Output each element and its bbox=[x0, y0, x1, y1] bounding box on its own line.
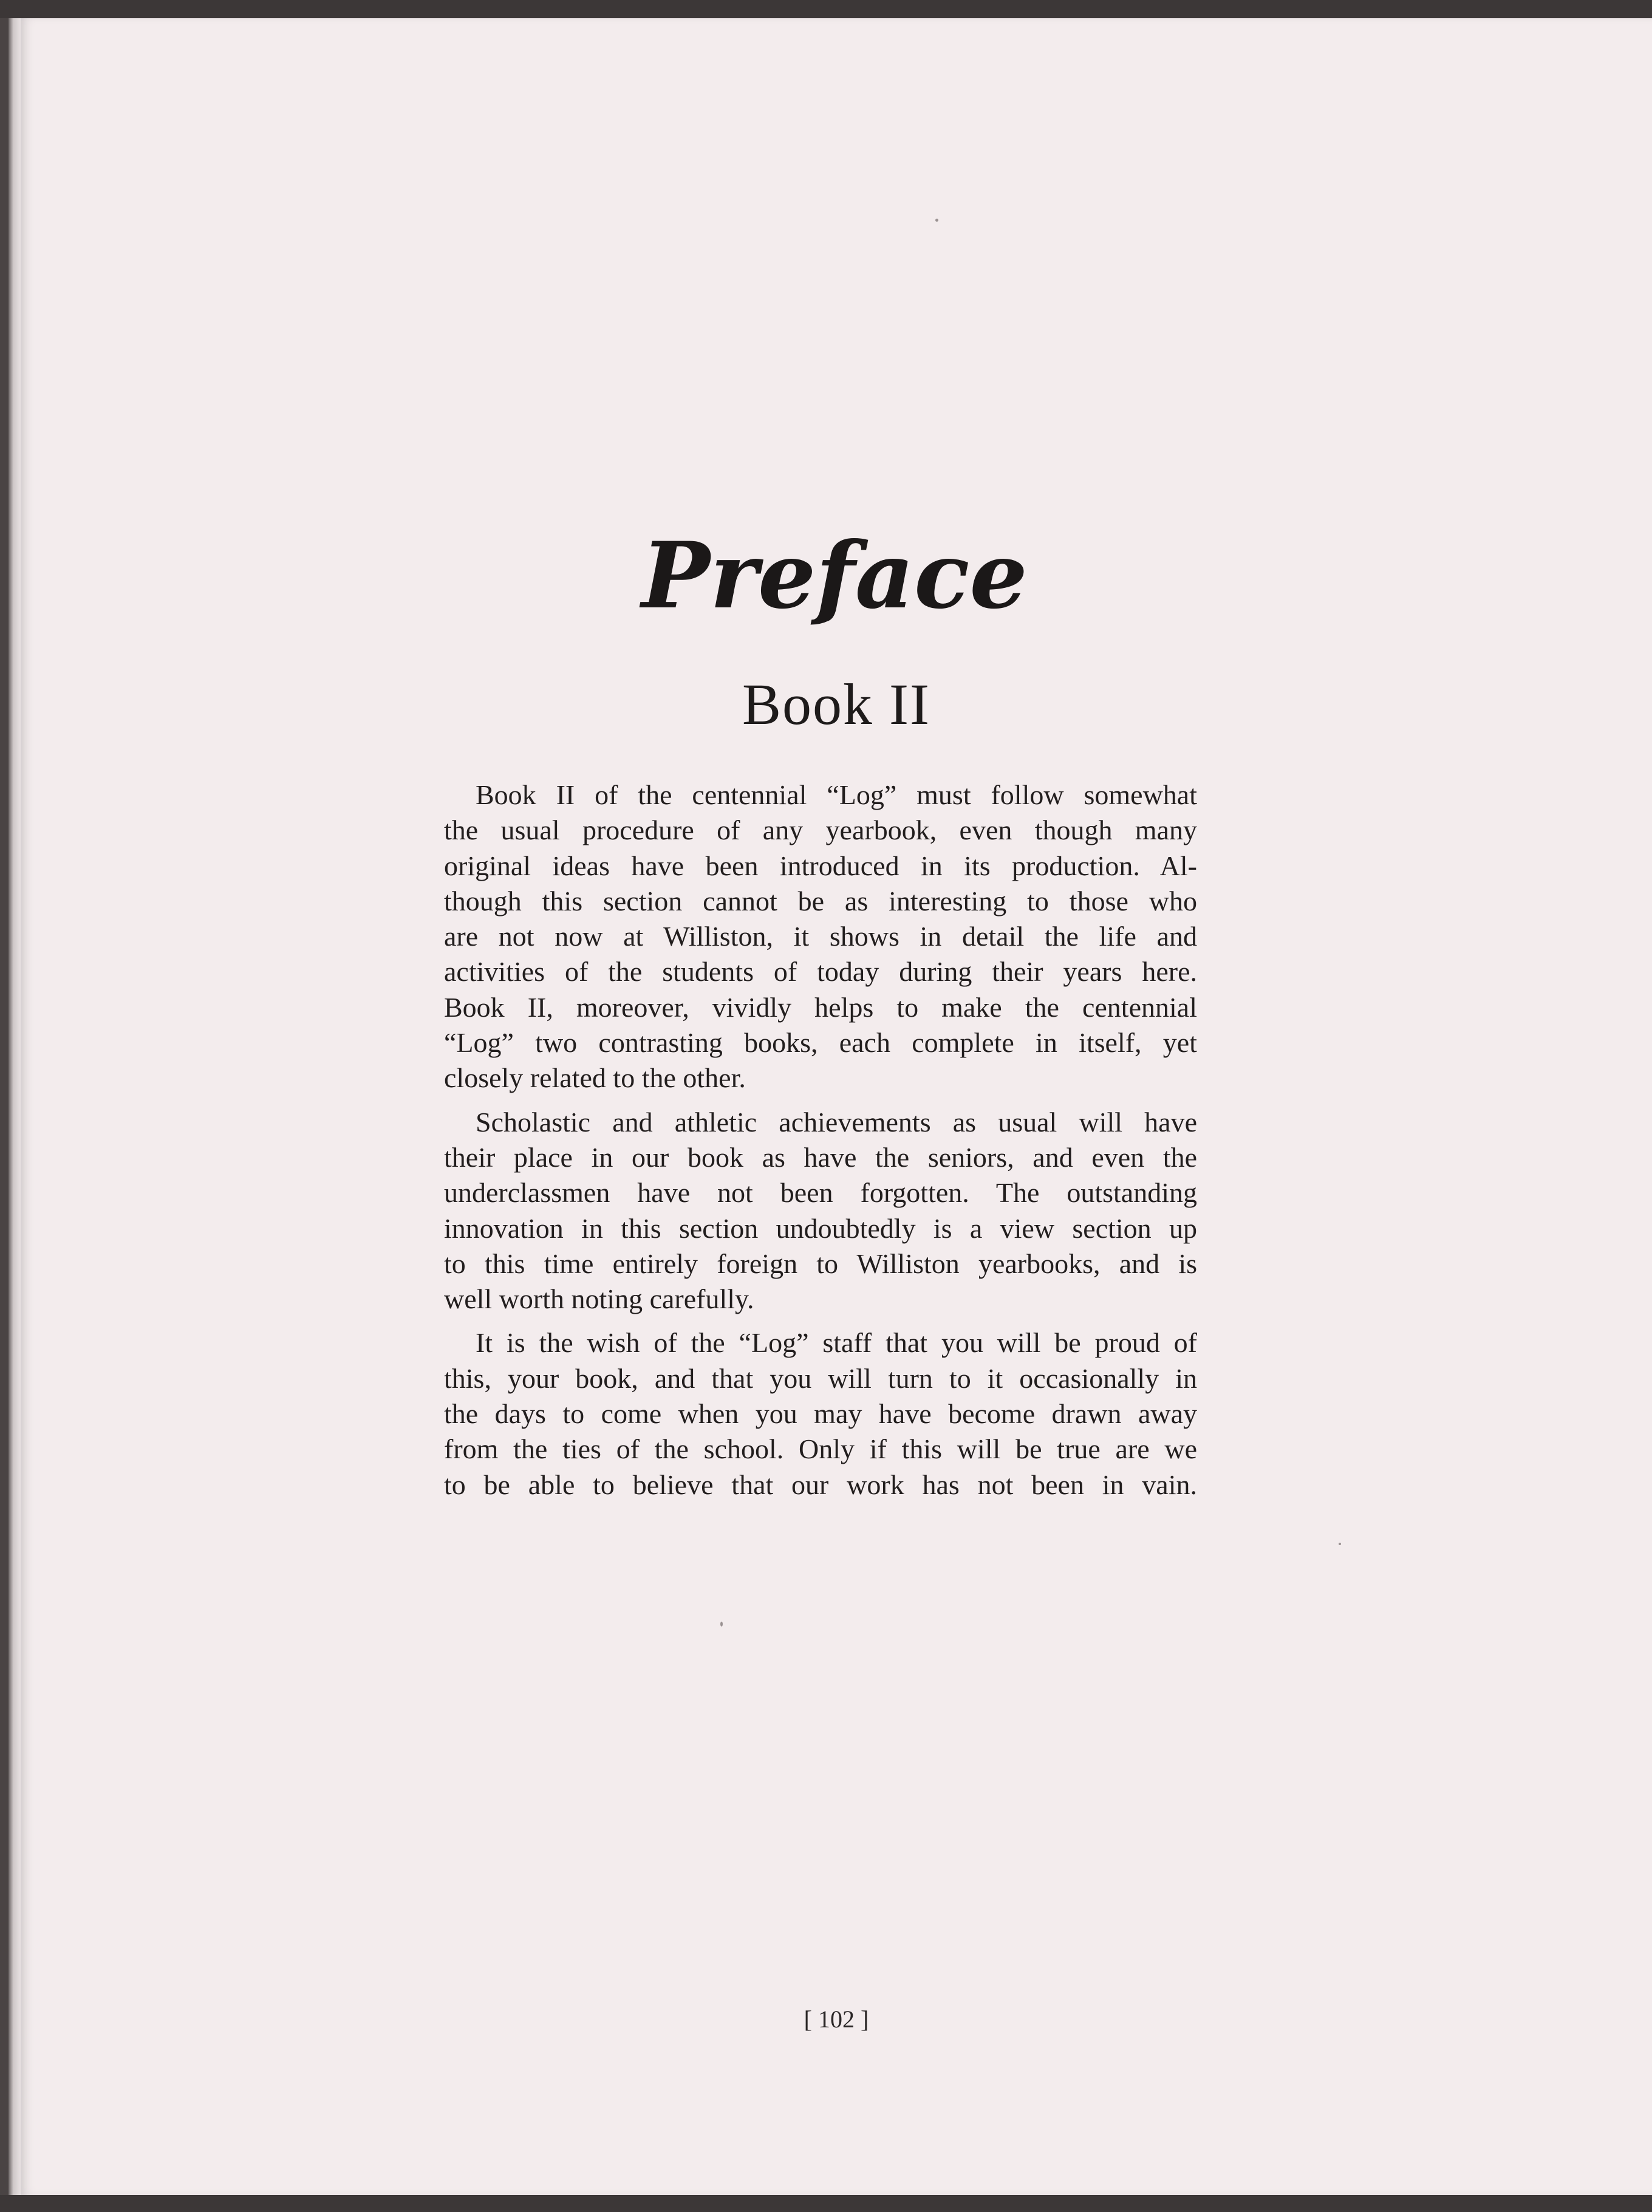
page-edge bbox=[9, 18, 21, 2195]
text-line: are not now at Williston, it shows in detail the life and bbox=[444, 921, 1197, 952]
text-line: innovation in this section undoubtedly is a view section up bbox=[444, 1212, 1197, 1244]
script-title-svg bbox=[641, 522, 1028, 644]
paper-speck bbox=[1339, 1543, 1341, 1545]
paragraph-3 bbox=[444, 1325, 1197, 1502]
document-page bbox=[21, 18, 1652, 2195]
script-title-text: Preface bbox=[641, 522, 1028, 629]
text-line: this, your book, and that you will turn to it occasionally in bbox=[444, 1362, 1197, 1394]
text-line: closely related to the other. bbox=[444, 1062, 746, 1094]
paper-speck bbox=[720, 1622, 723, 1627]
text-line: to be able to believe that our work has not been in vain. bbox=[444, 1469, 1197, 1500]
page-number: [ 102 ] bbox=[804, 2005, 869, 2033]
paragraph-1 bbox=[444, 777, 1197, 1096]
scan-border-bottom bbox=[0, 2195, 1652, 2212]
text-line: “Log” two contrasting books, each complete in itself, yet bbox=[444, 1027, 1197, 1059]
paragraph-2 bbox=[444, 1105, 1197, 1317]
text-line: from the ties of the school. Only if this will be true are we bbox=[444, 1433, 1197, 1465]
text-line: It is the wish of the “Log” staff that you will be proud of bbox=[476, 1327, 1197, 1359]
paper-speck bbox=[935, 219, 938, 222]
page-heading: Book II bbox=[742, 672, 930, 737]
text-line: the usual procedure of any yearbook, even though many bbox=[444, 814, 1197, 846]
text-line: well worth noting carefully. bbox=[444, 1283, 754, 1315]
text-line: Book II of the centennial “Log” must follow somewhat bbox=[476, 779, 1197, 810]
text-line: original ideas have been introduced in its production. Al‑ bbox=[444, 850, 1197, 881]
text-line: Book II, moreover, vividly helps to make the centennial bbox=[444, 991, 1197, 1023]
text-line: the days to come when you may have become drawn away bbox=[444, 1398, 1197, 1430]
text-line: their place in our book as have the seniors, and even the bbox=[444, 1141, 1197, 1173]
text-line: underclassmen have not been forgotten. The outstanding bbox=[444, 1177, 1197, 1209]
text-line: Scholastic and athletic achievements as usual will have bbox=[476, 1106, 1197, 1138]
body-text bbox=[444, 777, 1197, 1511]
text-line: though this section cannot be as interesting to those who bbox=[444, 885, 1197, 917]
scan-border-top bbox=[0, 0, 1652, 18]
script-title-preface bbox=[641, 522, 1028, 644]
text-line: to this time entirely foreign to Williston yearbooks, and is bbox=[444, 1248, 1197, 1279]
text-line: activities of the students of today during their years here. bbox=[444, 956, 1197, 988]
